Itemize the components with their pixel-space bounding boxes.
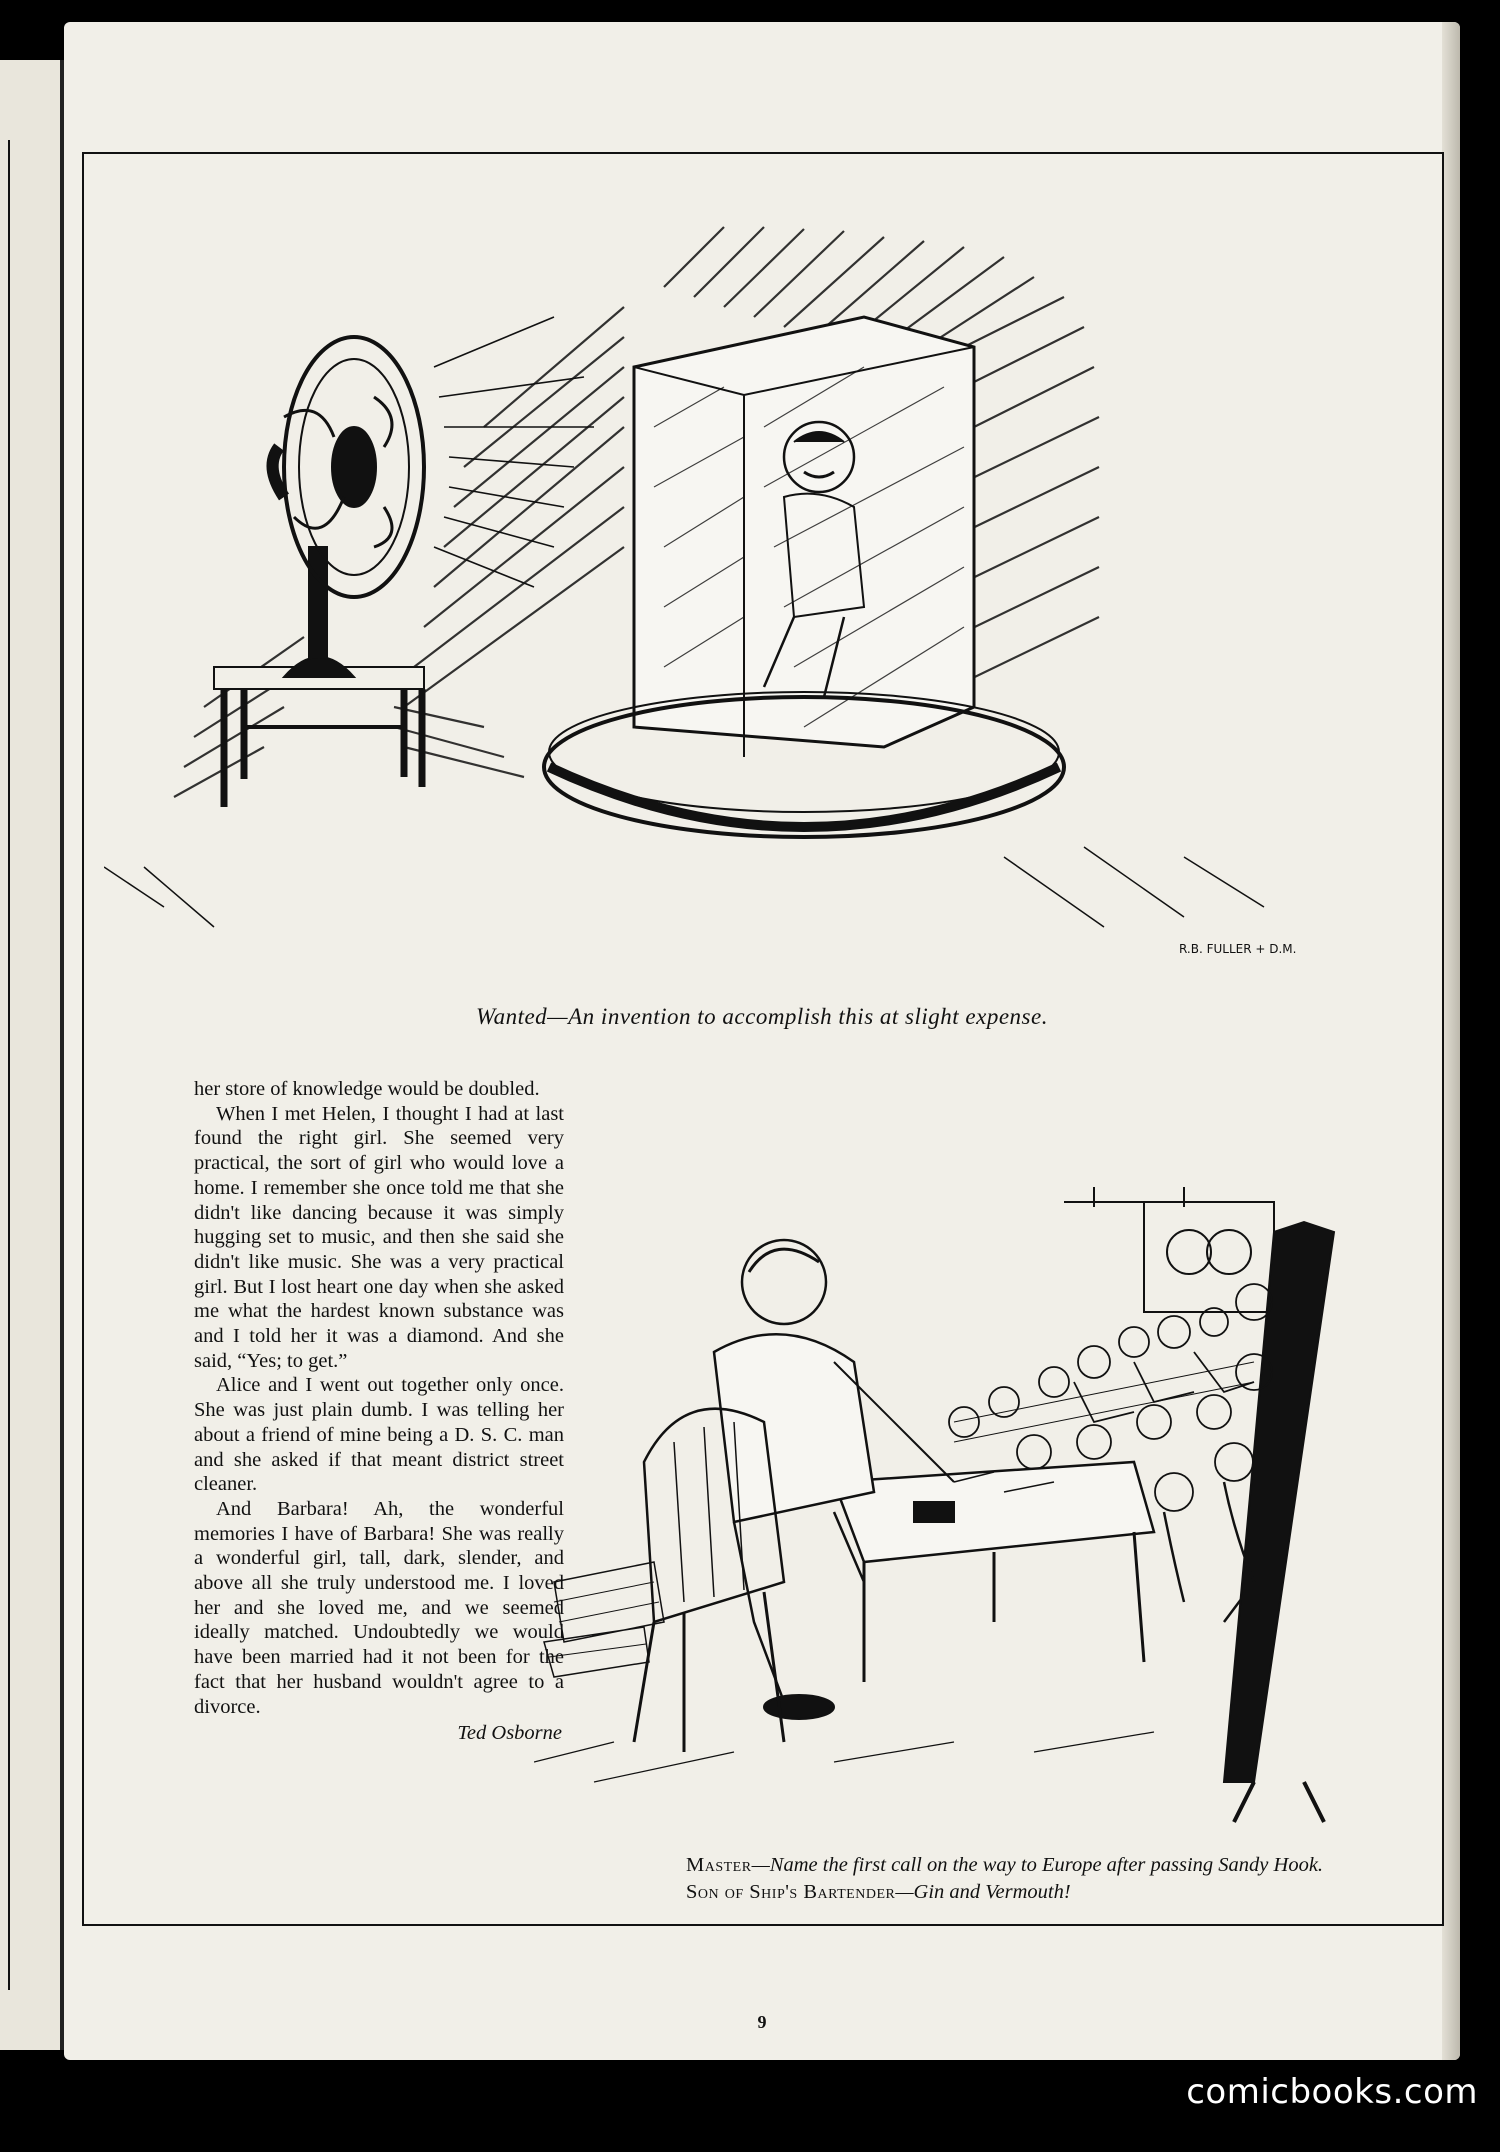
story-paragraph-4: And Barbara! Ah, the wonderful memories I have of Barbara! She was really a wonderful girl, tall, dark, slender, and above all she truly understood me. I loved her and she loved me, and we seemed ideally matched. Undoubtedly we would have been married had it not been for the fact that her husband wouldn't agree to a divorce. (194, 1497, 564, 1718)
classroom-drawing (534, 1062, 1384, 1832)
cartoon-ice-block-illustration (104, 152, 1384, 1022)
cartoon-classroom-illustration (534, 1062, 1384, 1832)
magazine-page (64, 22, 1460, 2060)
site-watermark: comicbooks.com (1186, 2072, 1478, 2112)
top-cartoon-caption: Wanted—An invention to accomplish this at slight expense. (476, 1004, 1048, 1029)
story-author: Ted Osborne (457, 1722, 562, 1745)
story-paragraph-1: her store of knowledge would be doubled. (194, 1078, 540, 1100)
artist-signature-top (1179, 942, 1296, 956)
joke-text-2: —Gin and Vermouth! (895, 1881, 1071, 1903)
previous-page-border (0, 140, 10, 1990)
story-paragraph-3: Alice and I went out together only once. She was just plain dumb. I was telling her about a friend of mine being a D. S. C. man and she asked if that meant district street cleaner. (194, 1374, 564, 1496)
joke-line-2 (632, 1879, 1402, 1906)
page-spine-shadow (1442, 22, 1460, 2060)
ice-block-drawing (104, 152, 1384, 1022)
joke-text-1: —Name the first call on the way to Europe after passing Sandy Hook. (751, 1854, 1324, 1876)
story-text-column (194, 1077, 564, 1746)
joke-speaker-2: Son of Ship's Bartender (686, 1881, 896, 1903)
artist-signature-text: R.B. FULLER + D.M. (1179, 942, 1297, 956)
joke-speaker-1: Master (686, 1854, 752, 1876)
story-paragraph-2: When I met Helen, I thought I had at last found the right girl. She seemed very practical, the sort of girl who would love a home. I remember she once told me that she didn't like dancing because it was simply hugging set to music, and then she said she didn't like music. She was a very practical girl. But I lost heart one day when she asked me what the hardest known substance was and I told her it was a diamond. And she said, “Yes; to get.” (194, 1102, 564, 1372)
page-number: 9 (757, 2012, 767, 2032)
previous-page-edge (0, 60, 64, 2050)
classroom-joke (632, 1852, 1402, 1906)
joke-line-1 (632, 1852, 1402, 1879)
